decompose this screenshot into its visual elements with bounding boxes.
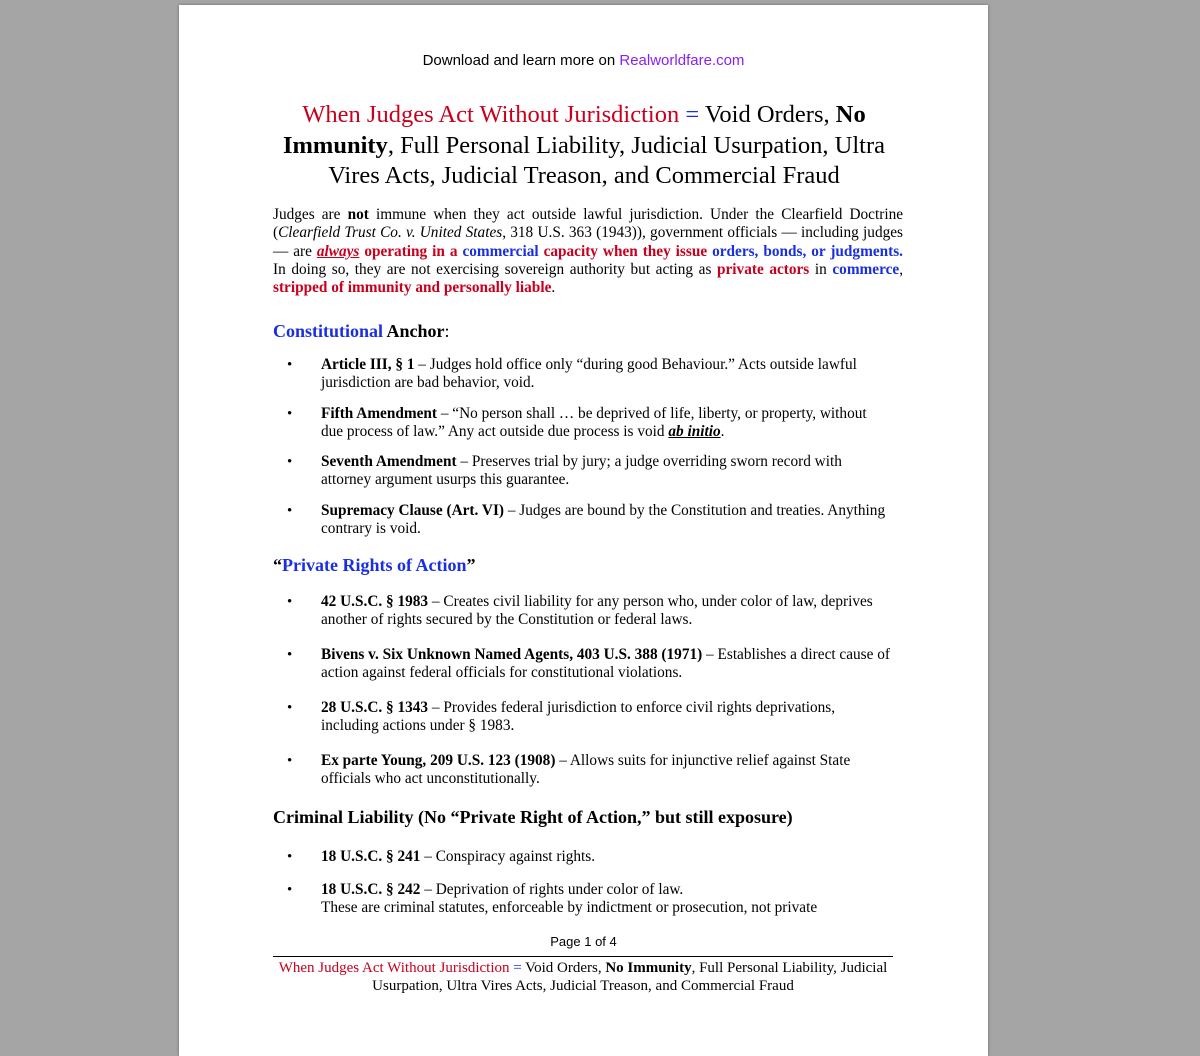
list-item-text: – Deprivation of rights under color of law. bbox=[420, 881, 684, 898]
footer-text: , Full Personal Liability, Judicial Usurpation, Ultra Vires Acts, Judicial Treason, and Commercial Fraud bbox=[372, 960, 888, 994]
document-page bbox=[179, 5, 988, 1056]
intro-text: in bbox=[809, 260, 833, 278]
intro-text: In doing so, they are not exercising sovereign authority but acting as bbox=[273, 260, 717, 278]
intro-text: immune when they act outside lawful jurisdiction. Under the Clearfield Doctrine ( bbox=[273, 206, 904, 242]
bullet-glyph: • bbox=[287, 700, 293, 716]
heading-private-rights bbox=[273, 555, 475, 576]
bullet-glyph: • bbox=[287, 647, 293, 663]
intro-text: , 318 U.S. 363 (1943)), government officials — including judges — are bbox=[273, 224, 903, 260]
list-item-title: Bivens v. Six Unknown Named Agents, 403 U.S. 388 (1971) bbox=[321, 646, 703, 663]
list-item-text: – Creates civil liability for any person who, under color of law, deprives another of rights secured by the Constitution or federal laws. bbox=[321, 593, 873, 629]
heading-blue-part: Constitutional bbox=[273, 321, 384, 341]
heading-black-part: Anchor bbox=[383, 321, 445, 341]
intro-red-text: operating in a bbox=[359, 242, 463, 260]
list-item-text: . bbox=[720, 423, 725, 441]
list-item-text: – Allows suits for injunctive relief against State officials who act unconstitutionally. bbox=[321, 752, 851, 788]
list-item-title: 28 U.S.C. § 1343 bbox=[321, 699, 429, 716]
list-item-title: 18 U.S.C. § 242 bbox=[321, 881, 421, 898]
intro-bold-not: not bbox=[347, 206, 369, 223]
title-rest: , Full Personal Liability, Judicial Usurpation, Ultra Vires Acts, Judicial Treason, and Commercial Fraud bbox=[328, 131, 886, 189]
intro-blue-text: orders, bonds, or judgments. bbox=[712, 242, 903, 260]
heading-quote: “ bbox=[273, 555, 282, 575]
list-item-title: Fifth Amendment bbox=[321, 405, 437, 422]
list-item-title: Article III, § 1 bbox=[321, 356, 415, 373]
title-equals: = bbox=[685, 101, 700, 128]
title-red-part: When Judges Act Without Jurisdiction bbox=[302, 101, 680, 128]
intro-red-text: stripped of immunity and personally liable bbox=[273, 279, 552, 297]
footer-red-part: When Judges Act Without Jurisdiction bbox=[278, 960, 510, 976]
ab-initio-emphasis: ab initio bbox=[668, 423, 721, 441]
bullet-glyph: • bbox=[287, 882, 293, 898]
heading-constitutional-anchor bbox=[273, 321, 450, 342]
list-item-text: – Preserves trial by jury; a judge overriding sworn record with attorney argument usurps this guarantee. bbox=[321, 453, 842, 489]
list-item-title: Seventh Amendment bbox=[321, 453, 457, 470]
list-item-title: Supremacy Clause (Art. VI) bbox=[321, 502, 504, 519]
document-title bbox=[259, 100, 909, 192]
footer-equals: = bbox=[513, 960, 522, 976]
bullet-glyph: • bbox=[287, 406, 293, 422]
site-link[interactable]: Realworldfare.com bbox=[619, 52, 745, 69]
list-item-text: – Judges hold office only “during good Behaviour.” Acts outside lawful jurisdiction are bad behavior, void. bbox=[321, 356, 857, 392]
list-item-text: – Conspiracy against rights. bbox=[420, 848, 596, 865]
heading-colon: : bbox=[444, 321, 450, 341]
list-item-text: – Provides federal jurisdiction to enforce civil rights deprivations, including actions under § 1983. bbox=[321, 699, 836, 735]
page-footer bbox=[273, 959, 893, 995]
bullet-glyph: • bbox=[287, 849, 293, 865]
footer-bold-part: No Immunity bbox=[605, 960, 692, 976]
intro-text: Judges are bbox=[273, 206, 348, 223]
heading-quote: ” bbox=[466, 555, 476, 575]
list-item-continuation: These are criminal statutes, enforceable by indictment or prosecution, not private bbox=[321, 899, 818, 917]
list-item-title: 18 U.S.C. § 241 bbox=[321, 848, 421, 865]
footer-text: Void Orders, bbox=[521, 960, 606, 976]
list-item-text: – Judges are bound by the Constitution and treaties. Anything contrary is void. bbox=[321, 502, 886, 538]
page-number: Page 1 of 4 bbox=[550, 934, 617, 949]
title-bold-part: No Immunity bbox=[282, 101, 866, 159]
intro-blue-text: commercial bbox=[462, 242, 539, 260]
bullet-glyph: • bbox=[287, 503, 293, 519]
bullet-glyph: • bbox=[287, 753, 293, 769]
footer-divider bbox=[273, 956, 893, 957]
bullet-glyph: • bbox=[287, 357, 293, 373]
list-item-text: – Establishes a direct cause of action against federal officials for constitutional violations. bbox=[321, 646, 890, 682]
list-item-title: 42 U.S.C. § 1983 bbox=[321, 593, 429, 610]
download-banner-text: Download and learn more on bbox=[422, 52, 620, 69]
intro-case-name: Clearfield Trust Co. v. United States bbox=[278, 224, 503, 242]
intro-text: . bbox=[551, 279, 556, 297]
title-part1: Void Orders, bbox=[704, 101, 830, 128]
bullet-glyph: • bbox=[287, 454, 293, 470]
list-item-title: Ex parte Young, 209 U.S. 123 (1908) bbox=[321, 752, 556, 769]
intro-always: always bbox=[316, 242, 360, 260]
intro-text: , bbox=[899, 260, 904, 278]
list-item-text: – “No person shall … be deprived of life, liberty, or property, without due process of law.” Any act outside due process is void bbox=[321, 405, 867, 441]
intro-red-text: private actors bbox=[717, 260, 810, 278]
download-banner bbox=[179, 52, 988, 69]
heading-blue-part: Private Rights of Action bbox=[282, 555, 467, 575]
heading-criminal-liability: Criminal Liability (No “Private Right of Action,” but still exposure) bbox=[273, 807, 793, 827]
bullet-glyph: • bbox=[287, 594, 293, 610]
intro-blue-text: commerce bbox=[832, 260, 900, 278]
intro-paragraph bbox=[273, 206, 903, 297]
intro-red-text: capacity when they issue bbox=[538, 242, 713, 260]
